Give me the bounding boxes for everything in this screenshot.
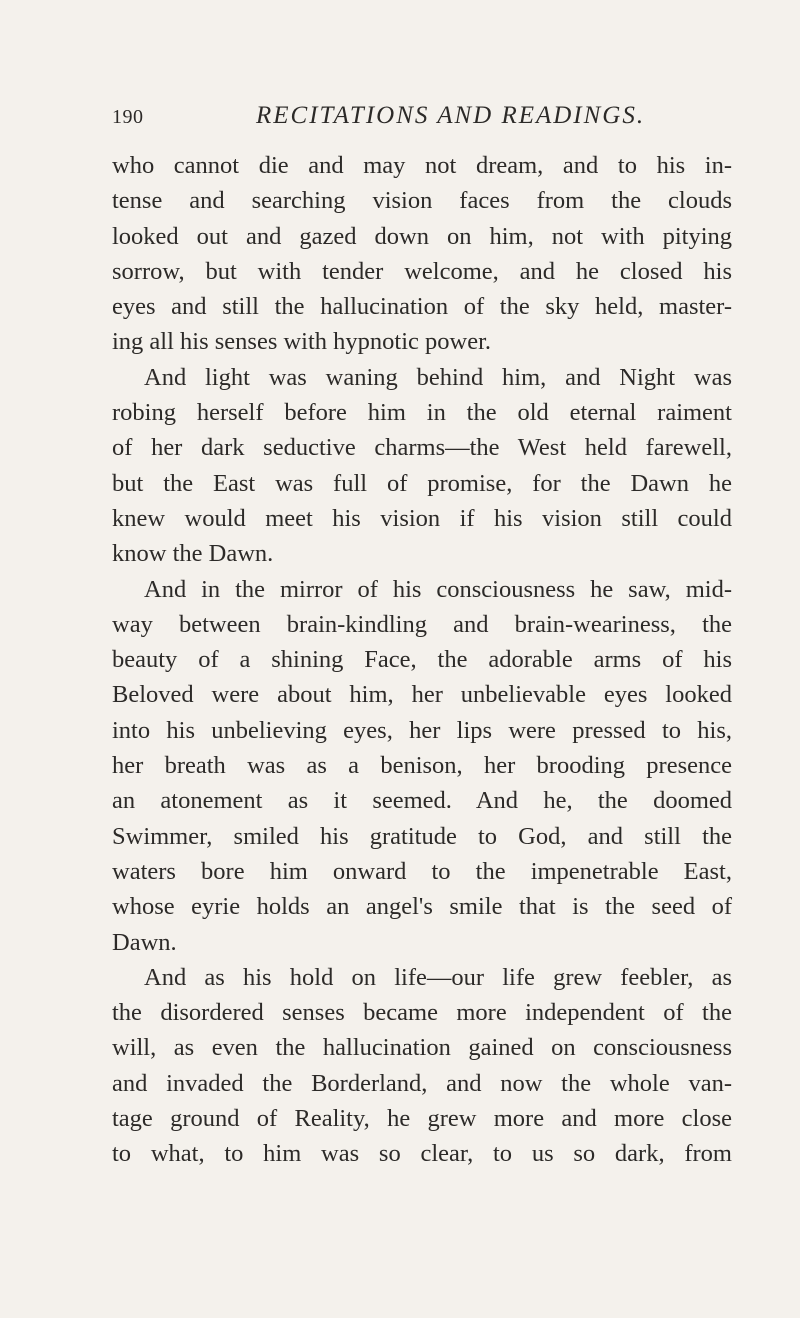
page-header bbox=[112, 96, 732, 136]
text-line: waters bore him onward to the impenetrable East, bbox=[112, 857, 732, 885]
text-line: tage ground of Reality, he grew more and more close bbox=[112, 1105, 732, 1133]
text-line: who cannot die and may not dream, and to his in- bbox=[112, 152, 732, 179]
text-line: Swimmer, smiled his gratitude to God, and still the bbox=[112, 822, 732, 850]
text-line: robing herself before him in the old eternal raiment bbox=[112, 399, 732, 427]
text-line: eyes and still the hallucination of the sky held, master- bbox=[112, 293, 732, 321]
text-line: And in the mirror of his consciousness he saw, mid- bbox=[144, 575, 732, 603]
text-line: into his unbelieving eyes, her lips were pressed to his, bbox=[112, 716, 732, 744]
text-line: Dawn. bbox=[112, 928, 177, 956]
running-head: RECITATIONS AND READINGS. bbox=[256, 102, 646, 129]
text-line: Beloved were about him, her unbelievable eyes looked bbox=[112, 681, 732, 709]
text-line: sorrow, but with tender welcome, and he closed his bbox=[112, 257, 732, 285]
body-text bbox=[112, 148, 732, 1172]
text-line: And as his hold on life—our life grew feebler, as bbox=[144, 963, 732, 991]
text-line: and invaded the Borderland, and now the whole van- bbox=[112, 1069, 732, 1097]
text-line: her breath was as a benison, her brooding presence bbox=[112, 752, 732, 780]
text-line: way between brain-kindling and brain-weariness, the bbox=[112, 610, 732, 638]
text-line: whose eyrie holds an angel's smile that is the seed of bbox=[112, 893, 732, 921]
text-line: to what, to him was so clear, to us so dark, from bbox=[112, 1140, 732, 1168]
page-number: 190 bbox=[112, 106, 144, 128]
text-line: And light was waning behind him, and Night was bbox=[144, 363, 732, 391]
text-line: know the Dawn. bbox=[112, 540, 274, 568]
text-line: ing all his senses with hypnotic power. bbox=[112, 328, 492, 356]
text-line: of her dark seductive charms—the West held farewell, bbox=[112, 434, 732, 462]
text-line: will, as even the hallucination gained on consciousness bbox=[112, 1034, 732, 1062]
text-line: the disordered senses became more independent of the bbox=[112, 999, 732, 1027]
text-line: looked out and gazed down on him, not with pitying bbox=[112, 222, 732, 250]
text-line: but the East was full of promise, for the Dawn he bbox=[112, 469, 732, 497]
text-line: an atonement as it seemed. And he, the doomed bbox=[112, 787, 732, 815]
text-line: knew would meet his vision if his vision still could bbox=[112, 504, 732, 532]
text-line: beauty of a shining Face, the adorable arms of his bbox=[112, 646, 732, 674]
text-line: tense and searching vision faces from the clouds bbox=[112, 187, 732, 215]
